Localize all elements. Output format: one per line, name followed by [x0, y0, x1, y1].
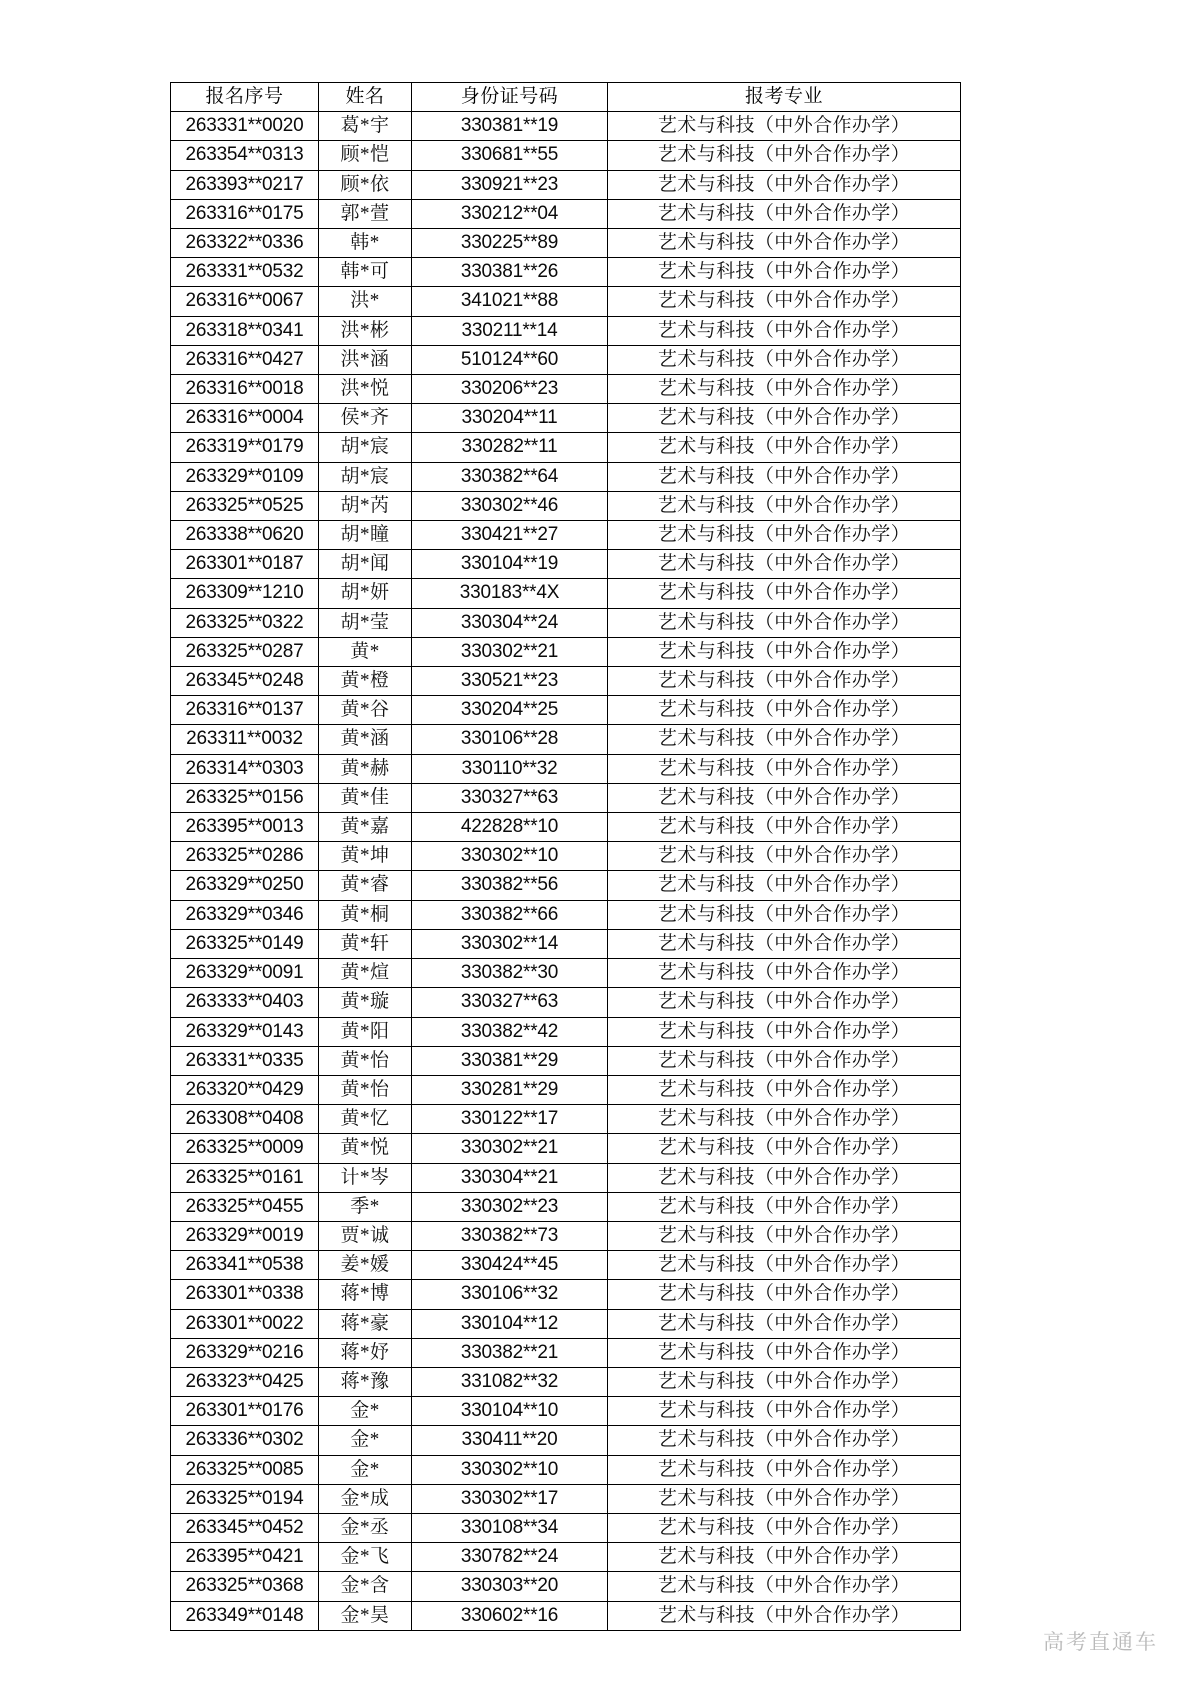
- cell-major: 艺术与科技（中外合作办学）: [608, 1397, 961, 1426]
- table-row: [171, 1572, 961, 1601]
- table-row: [171, 229, 961, 258]
- cell-name: 蒋*豫: [319, 1367, 412, 1396]
- table-row: [171, 900, 961, 929]
- table-row: [171, 550, 961, 579]
- cell-major: 艺术与科技（中外合作办学）: [608, 1163, 961, 1192]
- cell-name: 黄*嘉: [319, 813, 412, 842]
- cell-id-card: 330382**56: [412, 871, 608, 900]
- cell-name: 胡*闻: [319, 550, 412, 579]
- cell-id-card: 330122**17: [412, 1105, 608, 1134]
- table-row: [171, 199, 961, 228]
- cell-registration-id: 263301**0338: [171, 1280, 319, 1309]
- column-header-id-card: 身份证号码: [412, 83, 608, 112]
- cell-id-card: 341021**88: [412, 287, 608, 316]
- cell-name: 金*含: [319, 1572, 412, 1601]
- cell-major: 艺术与科技（中外合作办学）: [608, 1046, 961, 1075]
- cell-registration-id: 263320**0429: [171, 1075, 319, 1104]
- cell-name: 黄*璇: [319, 988, 412, 1017]
- cell-major: 艺术与科技（中外合作办学）: [608, 404, 961, 433]
- cell-major: 艺术与科技（中外合作办学）: [608, 813, 961, 842]
- table-row: [171, 813, 961, 842]
- cell-id-card: 330521**23: [412, 667, 608, 696]
- cell-id-card: 330104**10: [412, 1397, 608, 1426]
- cell-id-card: 330302**21: [412, 1134, 608, 1163]
- cell-major: 艺术与科技（中外合作办学）: [608, 1075, 961, 1104]
- cell-registration-id: 263322**0336: [171, 229, 319, 258]
- cell-name: 胡*芮: [319, 491, 412, 520]
- cell-id-card: 330108**34: [412, 1513, 608, 1542]
- cell-major: 艺术与科技（中外合作办学）: [608, 1601, 961, 1630]
- cell-id-card: 330302**23: [412, 1192, 608, 1221]
- cell-registration-id: 263325**0085: [171, 1455, 319, 1484]
- cell-name: 胡*莹: [319, 608, 412, 637]
- cell-major: 艺术与科技（中外合作办学）: [608, 316, 961, 345]
- table-row: [171, 345, 961, 374]
- cell-registration-id: 263301**0022: [171, 1309, 319, 1338]
- cell-major: 艺术与科技（中外合作办学）: [608, 433, 961, 462]
- table-row: [171, 1221, 961, 1250]
- cell-name: 金*: [319, 1397, 412, 1426]
- table-row: [171, 1455, 961, 1484]
- table-row: [171, 725, 961, 754]
- cell-major: 艺术与科技（中外合作办学）: [608, 287, 961, 316]
- cell-registration-id: 263338**0620: [171, 521, 319, 550]
- cell-major: 艺术与科技（中外合作办学）: [608, 1134, 961, 1163]
- cell-major: 艺术与科技（中外合作办学）: [608, 1192, 961, 1221]
- cell-major: 艺术与科技（中外合作办学）: [608, 1543, 961, 1572]
- cell-id-card: 330327**63: [412, 988, 608, 1017]
- cell-major: 艺术与科技（中外合作办学）: [608, 637, 961, 666]
- cell-name: 黄*忆: [319, 1105, 412, 1134]
- table-row: [171, 988, 961, 1017]
- cell-name: 金*成: [319, 1484, 412, 1513]
- cell-major: 艺术与科技（中外合作办学）: [608, 1338, 961, 1367]
- cell-registration-id: 263311**0032: [171, 725, 319, 754]
- table-row: [171, 521, 961, 550]
- cell-registration-id: 263316**0004: [171, 404, 319, 433]
- table-row: [171, 404, 961, 433]
- table-row: [171, 959, 961, 988]
- cell-major: 艺术与科技（中外合作办学）: [608, 521, 961, 550]
- cell-registration-id: 263329**0143: [171, 1017, 319, 1046]
- cell-registration-id: 263316**0067: [171, 287, 319, 316]
- cell-id-card: 330281**29: [412, 1075, 608, 1104]
- cell-id-card: 330327**63: [412, 783, 608, 812]
- cell-id-card: 330304**21: [412, 1163, 608, 1192]
- cell-registration-id: 263395**0421: [171, 1543, 319, 1572]
- table-row: [171, 1309, 961, 1338]
- cell-id-card: 330382**73: [412, 1221, 608, 1250]
- cell-id-card: 330206**23: [412, 375, 608, 404]
- cell-registration-id: 263333**0403: [171, 988, 319, 1017]
- cell-major: 艺术与科技（中外合作办学）: [608, 1221, 961, 1250]
- cell-registration-id: 263345**0248: [171, 667, 319, 696]
- cell-registration-id: 263325**0455: [171, 1192, 319, 1221]
- cell-name: 黄*怡: [319, 1046, 412, 1075]
- cell-major: 艺术与科技（中外合作办学）: [608, 462, 961, 491]
- table-row: [171, 1367, 961, 1396]
- table-row: [171, 1163, 961, 1192]
- table-body: [171, 112, 961, 1631]
- cell-id-card: 330382**42: [412, 1017, 608, 1046]
- cell-major: 艺术与科技（中外合作办学）: [608, 1455, 961, 1484]
- table-header-row: [171, 83, 961, 112]
- cell-id-card: 330302**17: [412, 1484, 608, 1513]
- table-row: [171, 608, 961, 637]
- cell-id-card: 330381**26: [412, 258, 608, 287]
- cell-major: 艺术与科技（中外合作办学）: [608, 170, 961, 199]
- cell-registration-id: 263329**0019: [171, 1221, 319, 1250]
- column-header-registration-id: 报名序号: [171, 83, 319, 112]
- cell-id-card: 330212**04: [412, 199, 608, 228]
- cell-registration-id: 263331**0532: [171, 258, 319, 287]
- cell-registration-id: 263316**0018: [171, 375, 319, 404]
- cell-name: 黄*赫: [319, 754, 412, 783]
- cell-registration-id: 263314**0303: [171, 754, 319, 783]
- registration-table-container: [170, 82, 960, 1631]
- table-row: [171, 258, 961, 287]
- cell-name: 胡*妍: [319, 579, 412, 608]
- cell-registration-id: 263354**0313: [171, 141, 319, 170]
- cell-name: 洪*涵: [319, 345, 412, 374]
- cell-major: 艺术与科技（中外合作办学）: [608, 345, 961, 374]
- cell-registration-id: 263325**0368: [171, 1572, 319, 1601]
- cell-name: 黄*悦: [319, 1134, 412, 1163]
- cell-name: 蒋*博: [319, 1280, 412, 1309]
- table-row: [171, 871, 961, 900]
- cell-id-card: 330304**24: [412, 608, 608, 637]
- cell-id-card: 330381**29: [412, 1046, 608, 1075]
- cell-name: 蒋*豪: [319, 1309, 412, 1338]
- cell-name: 季*: [319, 1192, 412, 1221]
- cell-major: 艺术与科技（中外合作办学）: [608, 1426, 961, 1455]
- cell-name: 黄*桐: [319, 900, 412, 929]
- table-row: [171, 316, 961, 345]
- cell-id-card: 330381**19: [412, 112, 608, 141]
- cell-name: 黄*轩: [319, 929, 412, 958]
- cell-registration-id: 263393**0217: [171, 170, 319, 199]
- cell-id-card: 422828**10: [412, 813, 608, 842]
- cell-major: 艺术与科技（中外合作办学）: [608, 1105, 961, 1134]
- cell-name: 贾*诚: [319, 1221, 412, 1250]
- table-row: [171, 1484, 961, 1513]
- cell-name: 洪*: [319, 287, 412, 316]
- table-row: [171, 462, 961, 491]
- cell-name: 黄*: [319, 637, 412, 666]
- cell-registration-id: 263329**0091: [171, 959, 319, 988]
- cell-registration-id: 263331**0020: [171, 112, 319, 141]
- cell-id-card: 330211**14: [412, 316, 608, 345]
- cell-major: 艺术与科技（中外合作办学）: [608, 1572, 961, 1601]
- cell-registration-id: 263329**0250: [171, 871, 319, 900]
- cell-name: 顾*依: [319, 170, 412, 199]
- column-header-name: 姓名: [319, 83, 412, 112]
- table-row: [171, 287, 961, 316]
- table-row: [171, 637, 961, 666]
- cell-name: 金*: [319, 1426, 412, 1455]
- table-row: [171, 433, 961, 462]
- cell-major: 艺术与科技（中外合作办学）: [608, 141, 961, 170]
- table-row: [171, 579, 961, 608]
- cell-major: 艺术与科技（中外合作办学）: [608, 871, 961, 900]
- cell-major: 艺术与科技（中外合作办学）: [608, 608, 961, 637]
- table-row: [171, 1192, 961, 1221]
- cell-registration-id: 263325**0525: [171, 491, 319, 520]
- table-row: [171, 1426, 961, 1455]
- cell-id-card: 330411**20: [412, 1426, 608, 1455]
- cell-name: 洪*悦: [319, 375, 412, 404]
- table-row: [171, 1075, 961, 1104]
- cell-id-card: 330382**30: [412, 959, 608, 988]
- cell-id-card: 330382**66: [412, 900, 608, 929]
- cell-name: 黄*佳: [319, 783, 412, 812]
- cell-name: 金*昊: [319, 1601, 412, 1630]
- registration-table: [170, 82, 961, 1631]
- cell-id-card: 330921**23: [412, 170, 608, 199]
- cell-major: 艺术与科技（中外合作办学）: [608, 1367, 961, 1396]
- cell-registration-id: 263301**0176: [171, 1397, 319, 1426]
- cell-registration-id: 263316**0137: [171, 696, 319, 725]
- cell-registration-id: 263325**0149: [171, 929, 319, 958]
- cell-registration-id: 263329**0109: [171, 462, 319, 491]
- table-row: [171, 1513, 961, 1542]
- cell-id-card: 330382**21: [412, 1338, 608, 1367]
- cell-id-card: 330424**45: [412, 1251, 608, 1280]
- table-row: [171, 112, 961, 141]
- cell-name: 金*: [319, 1455, 412, 1484]
- cell-name: 蒋*妤: [319, 1338, 412, 1367]
- table-row: [171, 1017, 961, 1046]
- cell-major: 艺术与科技（中外合作办学）: [608, 112, 961, 141]
- cell-registration-id: 263325**0286: [171, 842, 319, 871]
- cell-id-card: 330302**46: [412, 491, 608, 520]
- cell-name: 黄*橙: [319, 667, 412, 696]
- cell-name: 计*岑: [319, 1163, 412, 1192]
- watermark: 高考直通车: [1043, 1630, 1158, 1654]
- cell-name: 韩*可: [319, 258, 412, 287]
- cell-registration-id: 263316**0175: [171, 199, 319, 228]
- cell-major: 艺术与科技（中外合作办学）: [608, 1513, 961, 1542]
- cell-name: 黄*涵: [319, 725, 412, 754]
- cell-name: 葛*宇: [319, 112, 412, 141]
- cell-id-card: 330302**10: [412, 842, 608, 871]
- cell-registration-id: 263325**0161: [171, 1163, 319, 1192]
- cell-registration-id: 263349**0148: [171, 1601, 319, 1630]
- cell-id-card: 330104**19: [412, 550, 608, 579]
- cell-major: 艺术与科技（中外合作办学）: [608, 1017, 961, 1046]
- cell-major: 艺术与科技（中外合作办学）: [608, 1309, 961, 1338]
- cell-id-card: 330302**14: [412, 929, 608, 958]
- cell-registration-id: 263329**0346: [171, 900, 319, 929]
- cell-id-card: 330302**10: [412, 1455, 608, 1484]
- cell-id-card: 330106**28: [412, 725, 608, 754]
- cell-name: 胡*宸: [319, 462, 412, 491]
- cell-registration-id: 263318**0341: [171, 316, 319, 345]
- cell-name: 韩*: [319, 229, 412, 258]
- cell-registration-id: 263341**0538: [171, 1251, 319, 1280]
- table-row: [171, 783, 961, 812]
- cell-registration-id: 263331**0335: [171, 1046, 319, 1075]
- cell-name: 黄*坤: [319, 842, 412, 871]
- cell-major: 艺术与科技（中外合作办学）: [608, 783, 961, 812]
- table-row: [171, 1134, 961, 1163]
- cell-id-card: 510124**60: [412, 345, 608, 374]
- cell-id-card: 330421**27: [412, 521, 608, 550]
- cell-id-card: 330302**21: [412, 637, 608, 666]
- cell-major: 艺术与科技（中外合作办学）: [608, 550, 961, 579]
- cell-name: 胡*瞳: [319, 521, 412, 550]
- cell-name: 胡*宸: [319, 433, 412, 462]
- table-row: [171, 1543, 961, 1572]
- cell-name: 洪*彬: [319, 316, 412, 345]
- cell-id-card: 330282**11: [412, 433, 608, 462]
- cell-name: 姜*媛: [319, 1251, 412, 1280]
- cell-registration-id: 263301**0187: [171, 550, 319, 579]
- cell-name: 黄*睿: [319, 871, 412, 900]
- column-header-major: 报考专业: [608, 83, 961, 112]
- cell-major: 艺术与科技（中外合作办学）: [608, 959, 961, 988]
- cell-registration-id: 263395**0013: [171, 813, 319, 842]
- cell-name: 黄*怡: [319, 1075, 412, 1104]
- cell-major: 艺术与科技（中外合作办学）: [608, 667, 961, 696]
- cell-registration-id: 263345**0452: [171, 1513, 319, 1542]
- cell-major: 艺术与科技（中外合作办学）: [608, 579, 961, 608]
- cell-name: 黄*谷: [319, 696, 412, 725]
- cell-name: 顾*恺: [319, 141, 412, 170]
- cell-id-card: 330183**4X: [412, 579, 608, 608]
- cell-major: 艺术与科技（中外合作办学）: [608, 696, 961, 725]
- table-row: [171, 1397, 961, 1426]
- table-row: [171, 170, 961, 199]
- table-row: [171, 696, 961, 725]
- cell-major: 艺术与科技（中外合作办学）: [608, 842, 961, 871]
- cell-name: 黄*煊: [319, 959, 412, 988]
- cell-registration-id: 263329**0216: [171, 1338, 319, 1367]
- cell-registration-id: 263325**0287: [171, 637, 319, 666]
- cell-registration-id: 263309**1210: [171, 579, 319, 608]
- cell-major: 艺术与科技（中外合作办学）: [608, 754, 961, 783]
- cell-major: 艺术与科技（中外合作办学）: [608, 725, 961, 754]
- cell-name: 郭*萱: [319, 199, 412, 228]
- table-row: [171, 1251, 961, 1280]
- table-row: [171, 1338, 961, 1367]
- cell-registration-id: 263336**0302: [171, 1426, 319, 1455]
- cell-id-card: 330204**11: [412, 404, 608, 433]
- cell-registration-id: 263316**0427: [171, 345, 319, 374]
- cell-registration-id: 263325**0322: [171, 608, 319, 637]
- cell-id-card: 330106**32: [412, 1280, 608, 1309]
- cell-id-card: 330225**89: [412, 229, 608, 258]
- cell-name: 侯*齐: [319, 404, 412, 433]
- cell-name: 黄*阳: [319, 1017, 412, 1046]
- cell-major: 艺术与科技（中外合作办学）: [608, 929, 961, 958]
- cell-registration-id: 263308**0408: [171, 1105, 319, 1134]
- cell-major: 艺术与科技（中外合作办学）: [608, 1280, 961, 1309]
- cell-major: 艺术与科技（中外合作办学）: [608, 258, 961, 287]
- table-row: [171, 1046, 961, 1075]
- cell-name: 金*飞: [319, 1543, 412, 1572]
- cell-id-card: 330303**20: [412, 1572, 608, 1601]
- cell-major: 艺术与科技（中外合作办学）: [608, 1251, 961, 1280]
- cell-registration-id: 263323**0425: [171, 1367, 319, 1396]
- cell-id-card: 330110**32: [412, 754, 608, 783]
- table-row: [171, 491, 961, 520]
- cell-id-card: 330382**64: [412, 462, 608, 491]
- table-row: [171, 1280, 961, 1309]
- cell-id-card: 330104**12: [412, 1309, 608, 1338]
- table-row: [171, 754, 961, 783]
- cell-major: 艺术与科技（中外合作办学）: [608, 988, 961, 1017]
- table-row: [171, 141, 961, 170]
- table-row: [171, 1105, 961, 1134]
- cell-registration-id: 263319**0179: [171, 433, 319, 462]
- cell-registration-id: 263325**0009: [171, 1134, 319, 1163]
- cell-id-card: 331082**32: [412, 1367, 608, 1396]
- table-header: [171, 83, 961, 112]
- cell-major: 艺术与科技（中外合作办学）: [608, 375, 961, 404]
- cell-id-card: 330681**55: [412, 141, 608, 170]
- cell-id-card: 330602**16: [412, 1601, 608, 1630]
- cell-registration-id: 263325**0194: [171, 1484, 319, 1513]
- table-row: [171, 842, 961, 871]
- cell-major: 艺术与科技（中外合作办学）: [608, 1484, 961, 1513]
- cell-major: 艺术与科技（中外合作办学）: [608, 900, 961, 929]
- cell-id-card: 330782**24: [412, 1543, 608, 1572]
- table-row: [171, 667, 961, 696]
- cell-id-card: 330204**25: [412, 696, 608, 725]
- table-row: [171, 1601, 961, 1630]
- table-row: [171, 375, 961, 404]
- cell-major: 艺术与科技（中外合作办学）: [608, 199, 961, 228]
- cell-registration-id: 263325**0156: [171, 783, 319, 812]
- cell-major: 艺术与科技（中外合作办学）: [608, 491, 961, 520]
- table-row: [171, 929, 961, 958]
- cell-name: 金*丞: [319, 1513, 412, 1542]
- cell-major: 艺术与科技（中外合作办学）: [608, 229, 961, 258]
